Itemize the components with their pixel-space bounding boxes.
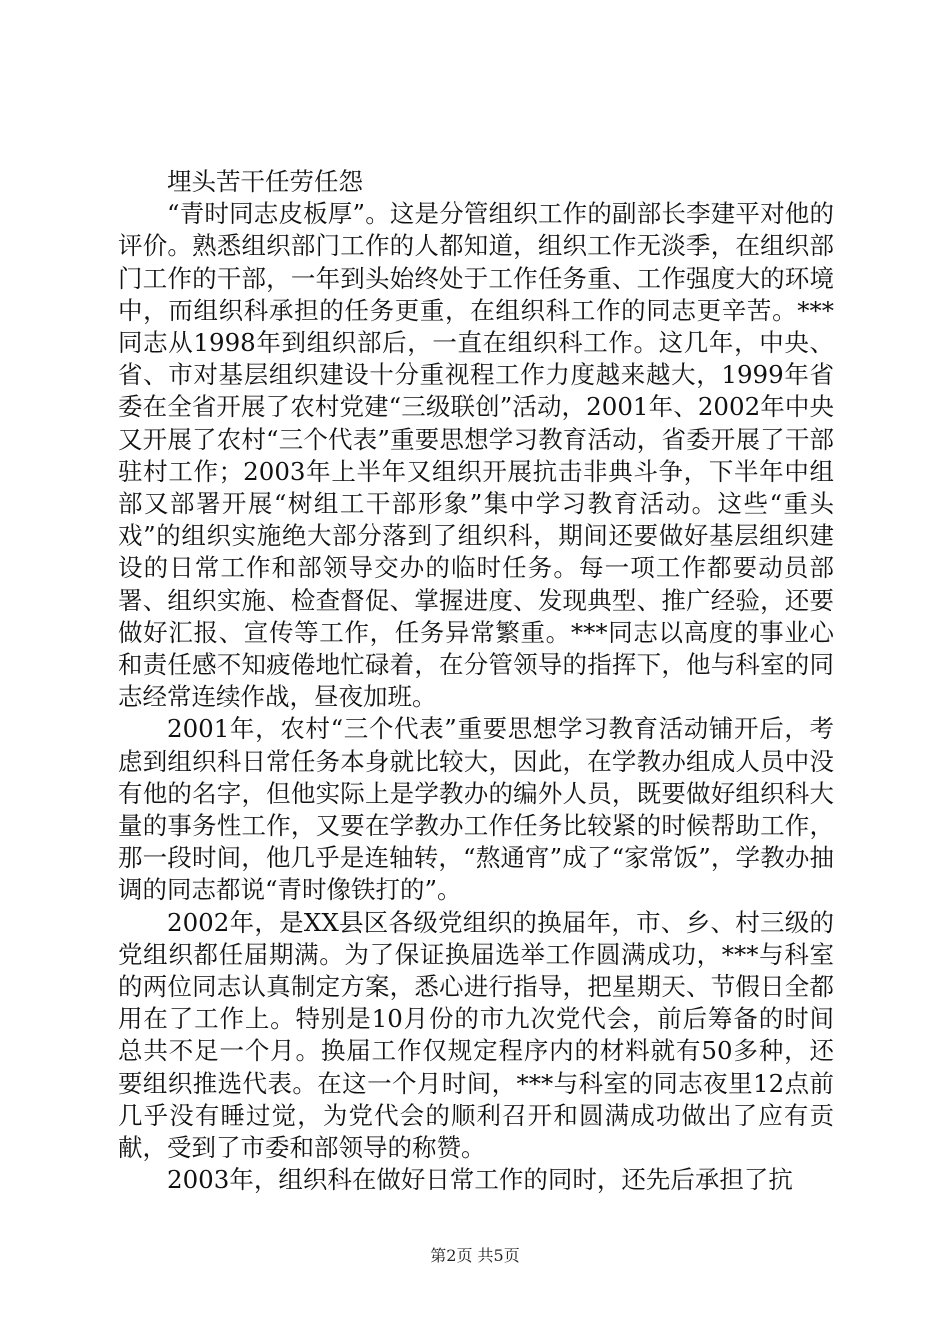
- document-body: [118, 166, 834, 1197]
- paragraph: “青时同志皮板厚”。这是分管组织工作的副部长李建平对他的评价。熟悉组织部门工作的人都知道，组织工作无淡季，在组织部门工作的干部，一年到头始终处于工作任务重、工作强度大的环境中，而组织科承担的任务更重，在组织科工作的同志更辛苦。***同志从1998年到组织部后，一直在组织科工作。这几年，中央、省、市对基层组织建设十分重视程工作力度越来越大，1999年省委在全省开展了农村党建“三级联创”活动，2001年、2002年中央又开展了农村“三个代表”重要思想学习教育活动，省委开展了干部驻村工作；2003年上半年又组织开展抗击非典斗争，下半年中组部又部署开展“树组工干部形象”集中学习教育活动。这些“重头戏”的组织实施绝大部分落到了组织科，期间还要做好基层组织建设的日常工作和部领导交办的临时任务。每一项工作都要动员部署、组织实施、检查督促、掌握进度、发现典型、推广经验，还要做好汇报、宣传等工作，任务异常繁重。***同志以高度的事业心和责任感不知疲倦地忙碌着，在分管领导的指挥下，他与科室的同志经常连续作战，昼夜加班。: [118, 199, 834, 712]
- paragraph: 2001年，农村“三个代表”重要思想学习教育活动铺开后，考虑到组织科日常任务本身就比较大，因此，在学教办组成人员中没有他的名字，但他实际上是学教办的编外人员，既要做好组织科大量的事务性工作，又要在学教办工作任务比较紧的时候帮助工作，那一段时间，他几乎是连轴转，“熬通宵”成了“家常饭”，学教办抽调的同志都说“青时像铁打的”。: [118, 714, 834, 905]
- paragraph: 2002年，是XX县区各级党组织的换届年，市、乡、村三级的党组织都任届期满。为了保证换届选举工作圆满成功，***与科室的两位同志认真制定方案，悉心进行指导，把星期天、节假日全都用在了工作上。特别是10月份的市九次党代会，前后筹备的时间总共不足一个月。换届工作仅规定程序内的材料就有50多种，还要组织推选代表。在这一个月时间，***与科室的同志夜里12点前几乎没有睡过觉，为党代会的顺利召开和圆满成功做出了应有贡献，受到了市委和部领导的称赞。: [118, 907, 834, 1163]
- section-heading: 埋头苦干任劳任怨: [167, 167, 363, 196]
- page-number: 第2页 共5页: [430, 1246, 520, 1265]
- paragraph: 2003年，组织科在做好日常工作的同时，还先后承担了抗: [167, 1165, 793, 1195]
